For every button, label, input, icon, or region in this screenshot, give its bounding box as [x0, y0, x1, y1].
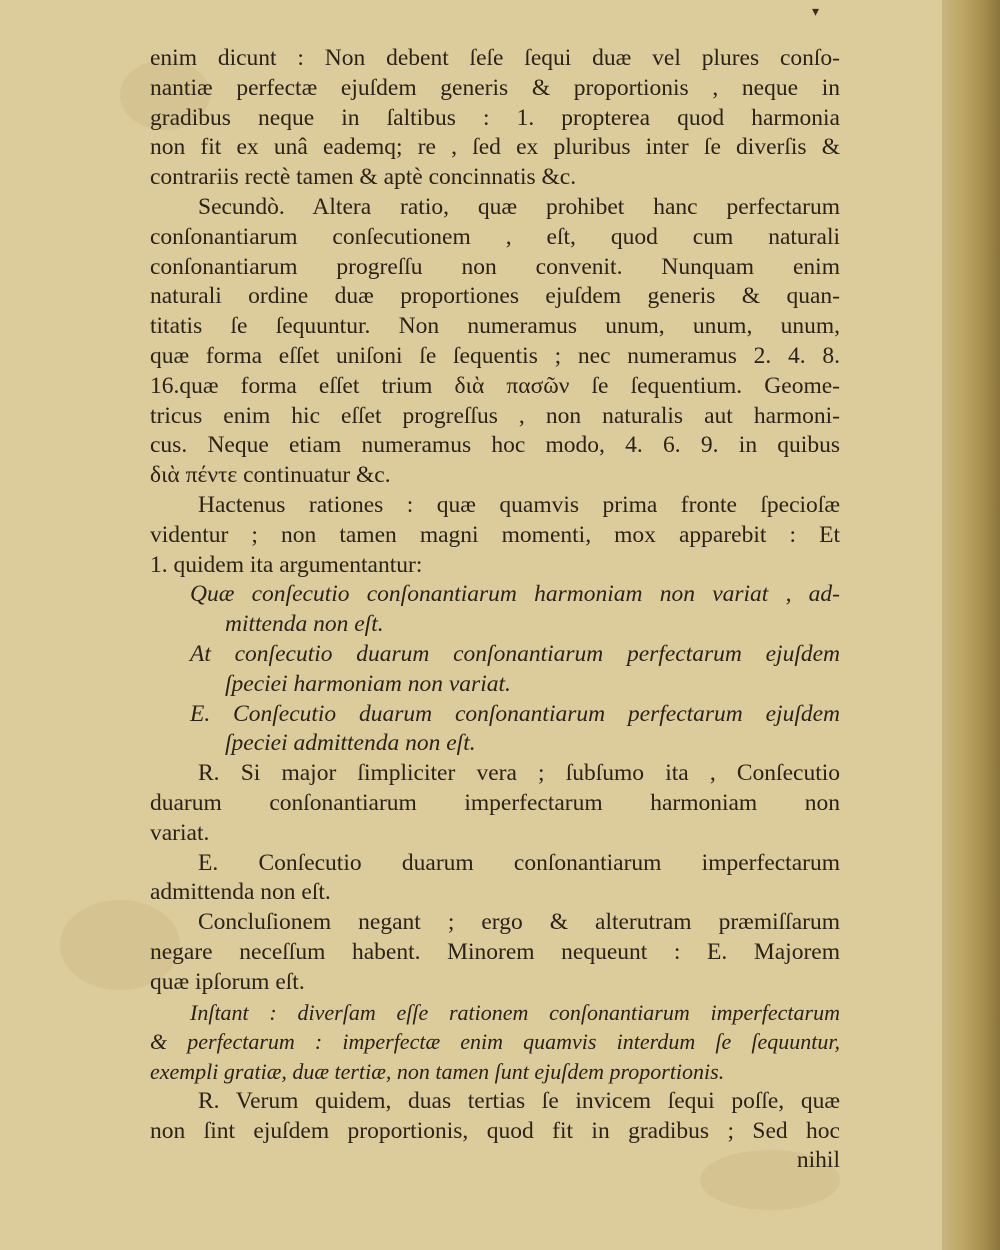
catchword: nihil — [796, 1147, 840, 1174]
text-line: quæ ipſorum eſt. — [150, 968, 305, 995]
text-line: conſonantiarum progreſſu non convenit. Nunquam enim — [150, 253, 840, 280]
text-line: admittenda non eſt. — [150, 879, 331, 906]
page-gutter-edge — [942, 0, 1000, 1250]
text-line: videntur ; non tamen magni momenti, mox apparebit : Et — [150, 521, 840, 548]
text-line: cus. Neque etiam numeramus hoc modo, 4. 6. 9. in quibus — [150, 432, 840, 459]
text-line: enim dicunt : Non debent ſeſe ſequi duæ vel plures conſo- — [150, 45, 840, 71]
corner-mark: ▾ — [812, 5, 820, 20]
text-line: non ſint ejuſdem proportionis, quod fit in gradibus ; Sed hoc — [150, 1117, 840, 1144]
text-line: tricus enim hic eſſet progreſſus , non naturalis aut harmoni- — [150, 402, 840, 429]
text-line: R. Si major ſimpliciter vera ; ſubſumo ita , Conſecutio — [198, 760, 840, 787]
syllogism-line: Quæ conſecutio conſonantiarum harmoniam non variat , ad- — [190, 581, 840, 608]
italic-line: Inſtant : diverſam eſſe rationem conſonantiarum imperfectarum — [190, 999, 840, 1025]
text-line: R. Verum quidem, duas tertias ſe invicem ſequi poſſe, quæ — [198, 1087, 840, 1114]
text-line: 1. quidem ita argumentantur: — [150, 551, 423, 578]
syllogism-line: ſpeciei admittenda non eſt. — [225, 730, 476, 757]
text-line: E. Conſecutio duarum conſonantiarum imperfectarum — [198, 849, 840, 876]
text-line: 16.quæ forma eſſet trium διὰ πασῶν ſe ſequentium. Geome- — [150, 372, 840, 399]
italic-line: & perfectarum : imperfectæ enim quamvis interdum ſe ſequuntur, — [150, 1029, 840, 1055]
body-text — [150, 44, 840, 1176]
text-line: διὰ πέντε continuatur &c. — [150, 462, 391, 489]
text-line: variat. — [150, 819, 210, 846]
text-line: quæ forma eſſet uniſoni ſe ſequentis ; nec numeramus 2. 4. 8. — [150, 342, 840, 369]
syllogism-line: E. Conſecutio duarum conſonantiarum perfectarum ejuſdem — [190, 700, 840, 727]
syllogism-line: mittenda non eſt. — [225, 611, 384, 638]
text-line: conſonantiarum conſecutionem , eſt, quod cum naturali — [150, 223, 840, 250]
text-line: Hactenus rationes : quæ quamvis prima fronte ſpecioſæ — [198, 491, 840, 518]
syllogism-line: At conſecutio duarum conſonantiarum perfectarum ejuſdem — [190, 640, 840, 667]
text-line: duarum conſonantiarum imperfectarum harmoniam non — [150, 789, 840, 816]
italic-line: exempli gratiæ, duæ tertiæ, non tamen ſunt ejuſdem proportionis. — [150, 1059, 725, 1085]
text-line: naturali ordine duæ proportiones ejuſdem generis & quan- — [150, 283, 840, 310]
text-line: Concluſionem negant ; ergo & alterutram præmiſſarum — [198, 909, 840, 936]
text-line: contrariis rectè tamen & aptè concinnatis &c. — [150, 164, 577, 191]
text-line: titatis ſe ſequuntur. Non numeramus unum, unum, unum, — [150, 313, 840, 340]
text-line: gradibus neque in ſaltibus : 1. propterea quod harmonia — [150, 104, 840, 131]
text-line: nantiæ perfectæ ejuſdem generis & proportionis , neque in — [150, 74, 840, 101]
text-line: Secundò. Altera ratio, quæ prohibet hanc perfectarum — [198, 193, 840, 220]
text-line: negare neceſſum habent. Minorem nequeunt : E. Majorem — [150, 938, 840, 965]
text-line: non fit ex unâ eademq; re , ſed ex pluribus inter ſe diverſis & — [150, 134, 840, 161]
syllogism-line: ſpeciei harmoniam non variat. — [225, 670, 511, 697]
